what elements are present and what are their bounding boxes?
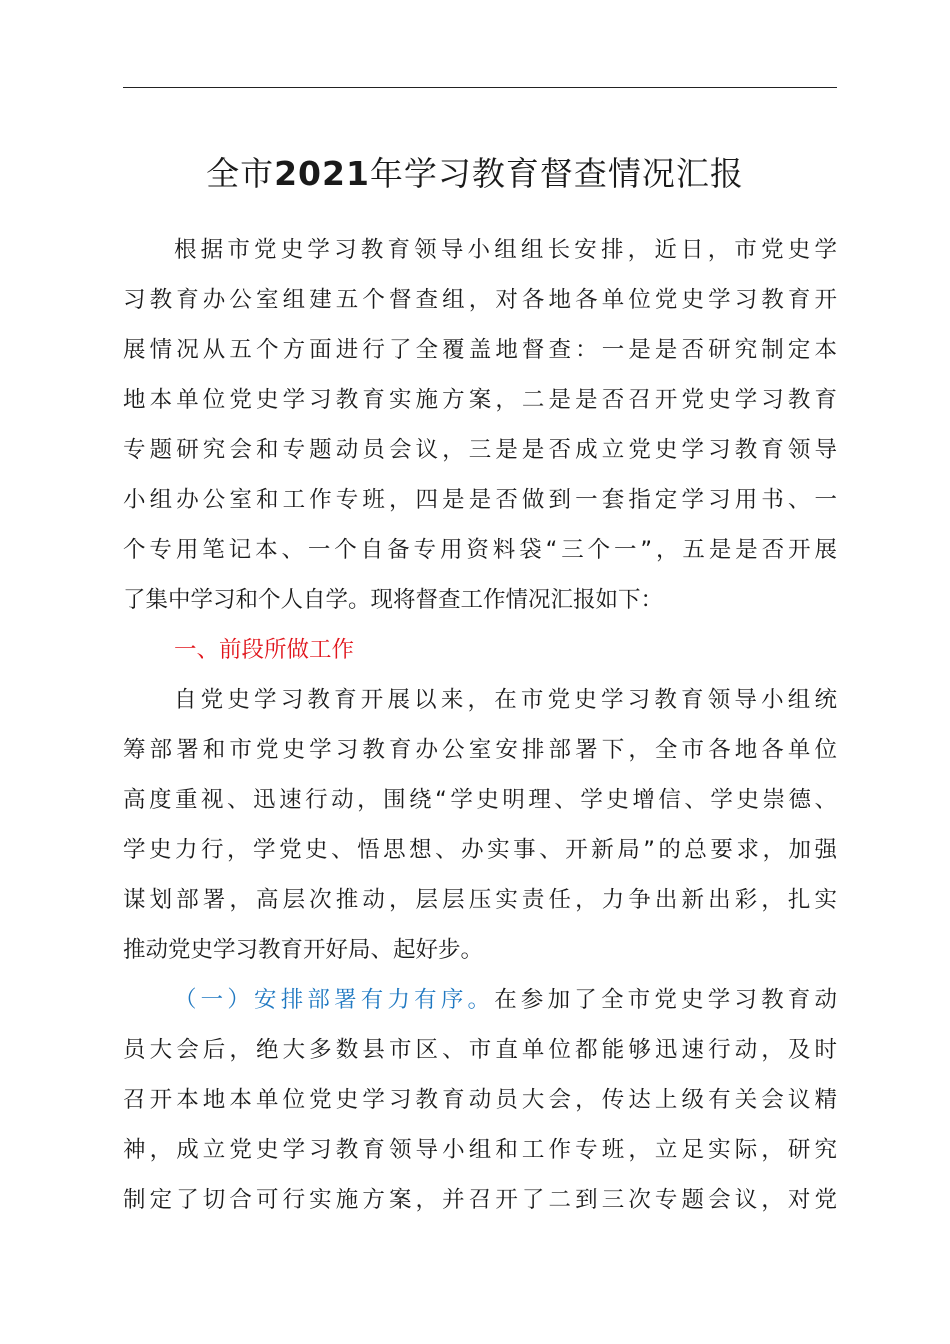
subsection-heading: （一）安排部署有力有序。	[174, 987, 495, 1013]
text-line: 地本单位党史学习教育实施方案，二是是否召开党史学习教育	[123, 387, 837, 413]
paragraph-subsection1	[123, 975, 837, 1225]
text-line: 根据市党史学习教育领导小组组长安排，近日，市党史学	[174, 237, 837, 263]
text-line: 神，成立党史学习教育领导小组和工作专班，立足实际，研究	[123, 1137, 837, 1163]
text-line: 高度重视、迅速行动，围绕“学史明理、学史增信、学史崇德、	[123, 787, 837, 813]
title-prefix: 全市	[206, 154, 275, 193]
text-span: 在参加了全市党史学习教育动	[494, 987, 837, 1013]
document-title	[0, 146, 950, 202]
section-heading: 一、前段所做工作	[174, 637, 355, 663]
text-line: 谋划部署，高层次推动，层层压实责任，力争出新出彩，扎实	[123, 887, 837, 913]
paragraph-intro	[123, 225, 837, 625]
text-line: 自党史学习教育开展以来，在市党史学习教育领导小组统	[174, 687, 837, 713]
text-line: 小组办公室和工作专班，四是是否做到一套指定学习用书、一	[123, 487, 837, 513]
text-line: 推动党史学习教育开好局、起好步。	[123, 937, 484, 963]
text-line: 筹部署和市党史学习教育办公室安排部署下，全市各地各单位	[123, 737, 837, 763]
text-line: 学史力行，学党史、悟思想、办实事、开新局”的总要求，加强	[123, 837, 837, 863]
text-line: 展情况从五个方面进行了全覆盖地督查：一是是否研究制定本	[123, 337, 837, 363]
title-suffix: 年学习教育督查情况汇报	[369, 154, 744, 193]
title-year: 2021	[274, 154, 370, 193]
text-line: 制定了切合可行实施方案，并召开了二到三次专题会议，对党	[123, 1187, 837, 1213]
text-line: 了集中学习和个人自学。现将督查工作情况汇报如下：	[123, 587, 664, 613]
text-line: 召开本地本单位党史学习教育动员大会，传达上级有关会议精	[123, 1087, 837, 1113]
text-line: 专题研究会和专题动员会议，三是是否成立党史学习教育领导	[123, 437, 837, 463]
paragraph-section1	[123, 675, 837, 975]
header-rule	[123, 87, 837, 88]
text-line: 员大会后，绝大多数县市区、市直单位都能够迅速行动，及时	[123, 1037, 837, 1063]
document-body	[123, 225, 837, 1225]
text-line	[123, 975, 837, 1025]
text-line: 习教育办公室组建五个督查组，对各地各单位党史学习教育开	[123, 287, 837, 313]
text-line: 个专用笔记本、一个自备专用资料袋“三个一”，五是是否开展	[123, 537, 837, 563]
